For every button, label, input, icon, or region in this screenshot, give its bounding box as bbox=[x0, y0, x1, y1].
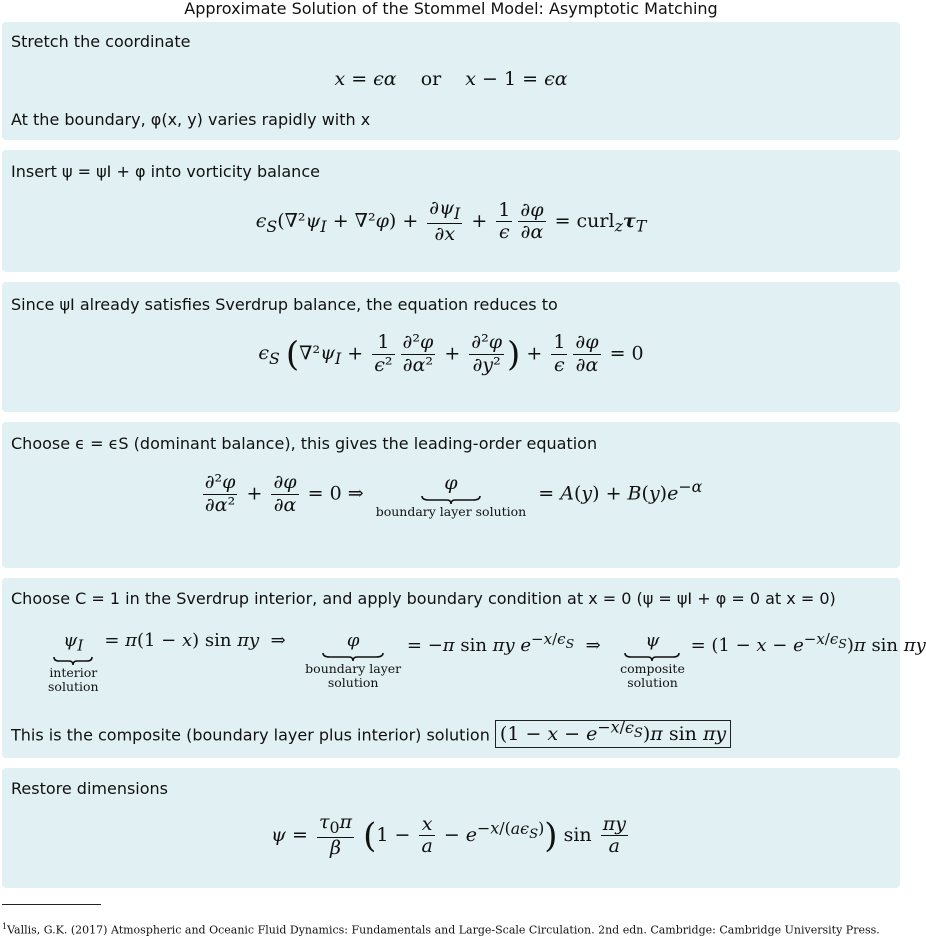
interior-term: $\psi_I$ interior solution bbox=[48, 630, 99, 694]
footnote-mark: 1 bbox=[2, 922, 8, 931]
page-title: Approximate Solution of the Stommel Model: Asymptotic Matching bbox=[184, 0, 718, 18]
stretch-heading: Stretch the coordinate bbox=[11, 32, 191, 51]
panel-sverdrup bbox=[2, 282, 900, 412]
vorticity-equation: $\epsilon_S(\nabla^2\psi_I + \nabla^2\varphi)$ + $\frac{\partial\psi_I}{\partial x}$ + $\frac{1}{\epsilon}$ $\frac{\partial\varphi}{\partial\alpha}$ = $curl_z\tau_T$ bbox=[255, 197, 647, 245]
boundary-label-1: boundary layer bbox=[305, 661, 402, 676]
boundary-layer-label: boundary layer solution bbox=[375, 504, 527, 519]
boundary-term: φ boundary layer solution bbox=[305, 630, 402, 690]
or-word: or bbox=[420, 68, 442, 90]
insert-heading: Insert ψ = ψI + φ into vorticity balance bbox=[11, 162, 320, 181]
stretch-after-text: At the boundary, φ(x, y) varies rapidly with x bbox=[11, 110, 371, 129]
panel-composite bbox=[2, 578, 926, 758]
composite-term: ψ composite solution bbox=[620, 630, 685, 690]
boundary-layer-term: φ boundary layer solution bbox=[375, 472, 527, 519]
composite-heading: Choose C = 1 in the Sverdrup interior, and apply boundary condition at x = 0 (ψ = ψI + φ = 0 at x = 0) bbox=[11, 589, 836, 608]
composite-chain: $\psi_I$ interior solution = π(1 − x) sin πy ⇒ φ boundary layer solution = −π sin πy $e^{-x/\epsilon_S}$ ⇒ ψ composite solution = $(1 - x - e^{-x/\epsilon_S})\pi$ sin πy bbox=[48, 630, 926, 694]
footnote-text: Vallis, G.K. (2017) Atmospheric and Oceanic Fluid Dynamics: Fundamentals and Large-Scale Circulation. 2nd edn. Cambridge: Cambridge University Press. bbox=[7, 923, 880, 937]
panel-stretch bbox=[2, 22, 900, 140]
restore-heading: Restore dimensions bbox=[11, 779, 169, 798]
boxed-solution: $(1 - x - e^{-x/\epsilon_S})\pi$ sin πy bbox=[495, 720, 731, 748]
composite-summary-text: This is the composite (boundary layer plus interior) solution bbox=[11, 725, 490, 745]
panel-dominant bbox=[2, 422, 900, 568]
reduced-equation: $\epsilon_S$ ($\nabla^2\psi_I$ + $\frac{1}{\text{ϵ²}}$ $\frac{\text{∂²φ}}{\text{∂α²}}$ + $\frac{\text{∂²φ}}{\text{∂y²}}$ ) + $\frac{1}{\epsilon}$ $\frac{\partial\varphi}{\partial\alpha}$ = 0 bbox=[258, 331, 644, 376]
composite-summary bbox=[11, 718, 731, 745]
composite-label-1: composite bbox=[620, 661, 685, 676]
footnote-rule bbox=[2, 904, 101, 905]
leading-order-equation: $\frac{\text{∂²φ}}{\text{∂α²}}$ + $\frac{\partial\varphi}{\partial\alpha}$ = 0 ⇒ φ boundary layer solution = $A(y) + B(y)e^{-\alpha}$ bbox=[204, 471, 703, 519]
boundary-label-2: solution bbox=[327, 675, 379, 690]
stretch-equation: x = ϵα or x − 1 = ϵα bbox=[334, 68, 568, 90]
panel-insert bbox=[2, 150, 900, 272]
dominant-heading: Choose ϵ = ϵS (dominant balance), this gives the leading-order equation bbox=[11, 434, 598, 453]
composite-label-2: solution bbox=[627, 675, 678, 690]
footnote bbox=[2, 922, 880, 937]
dimensional-solution: ψ = $\frac{\tau_0\pi}{\beta}$ (1 − $\frac{x}{a}$ − $e^{-x/(a\epsilon_S)}$) sin $\frac{\pi y}{a}$ bbox=[271, 811, 626, 859]
interior-label-2: solution bbox=[48, 678, 99, 694]
sverdrup-heading: Since ψI already satisfies Sverdrup balance, the equation reduces to bbox=[11, 295, 558, 314]
interior-label-1: interior bbox=[49, 664, 98, 680]
panel-restore bbox=[2, 768, 900, 888]
